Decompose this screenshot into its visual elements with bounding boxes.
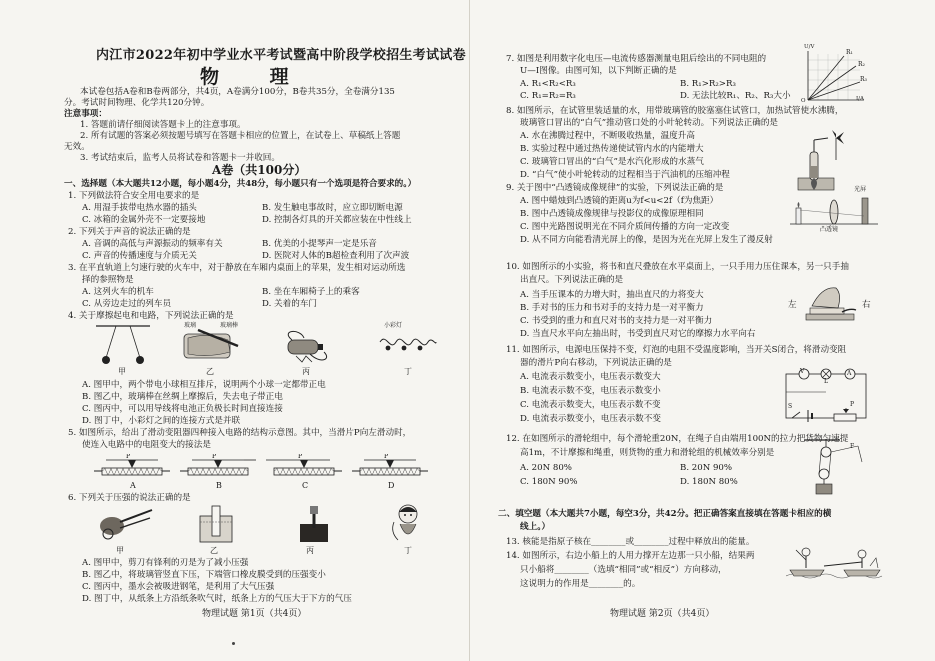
q11-switch: S xyxy=(788,403,793,410)
q10-label-left: 左 xyxy=(788,300,797,310)
q9-label-lens: 凸透镜 xyxy=(820,226,839,233)
q1-option-c: C. 冰箱的金属外壳不一定要接地 xyxy=(82,215,206,225)
q12-force-label: F xyxy=(850,443,855,450)
q7-origin: O xyxy=(801,98,806,104)
q14-stem-cont: 只小船将________（选填“相同”或“相反”）方向移动， xyxy=(520,565,727,575)
q9-label-screen: 光屏 xyxy=(854,186,867,193)
q10-stem-cont: 出直尺。下列说法正确的是 xyxy=(520,275,624,285)
q6-figure-yi-tube xyxy=(196,504,236,544)
q5-label-b: B xyxy=(216,481,222,490)
q7-axis-i: I/A xyxy=(856,96,864,102)
q12-option-d: D. 180N 80% xyxy=(680,477,738,487)
section-1-title: 一、选择题（本大题共12小题，每小题4分，共48分，每小题只有一个选项是符合要求的。） xyxy=(64,179,417,189)
q6-figure-jia-scissors xyxy=(96,506,156,544)
q6-figure-ding-paper xyxy=(388,502,428,544)
q10-option-b: B. 手对书的压力和书对手的支持力是一对平衡力 xyxy=(520,303,704,313)
q6-stem: 6. 下列关于压强的说法正确的是 xyxy=(68,493,191,503)
q14-stem: 14. 如图所示，右边小船上的人用力撑开左边那一只小船，结果两 xyxy=(506,551,755,561)
q7-axis-u: U/V xyxy=(804,44,815,50)
svg-text:P: P xyxy=(126,454,131,460)
intro-line-1: 本试卷包括A卷和B卷两部分，共4页，A卷满分100分，B卷共35分，全卷满分135 xyxy=(80,87,395,97)
q11-stem: 11. 如图所示，电源电压保持不变，灯泡的电阻不受温度影响，当开关S闭合，将滑动变阻 xyxy=(506,345,847,355)
svg-text:P: P xyxy=(212,454,217,460)
q12-pulley-diagram xyxy=(800,438,866,496)
q3-option-d: D. 关着的车门 xyxy=(262,299,318,309)
q2-option-c: C. 声音的传播速度与介质无关 xyxy=(82,251,197,261)
q7-label-r3: R₃ xyxy=(860,76,867,83)
page-1-footer: 物理试题 第1页（共4页） xyxy=(202,609,307,619)
q2-option-d: D. 医院对人体的B超检查利用了次声波 xyxy=(262,251,410,261)
q5-label-d: D xyxy=(388,481,395,490)
q5-rheostat-d xyxy=(350,454,430,482)
q12-stem-cont: 高1m，不计摩擦和绳重，则货物的重力和滑轮组的机械效率分别是 xyxy=(520,448,775,458)
q5-rheostat-b xyxy=(178,454,258,482)
q11-ammeter: A xyxy=(847,370,852,377)
section-2-title-cont: 线上。） xyxy=(520,522,551,532)
notice-2-cont: 无效。 xyxy=(64,142,90,152)
q9-stem: 9. 关于图中“凸透镜成像规律”的实验，下列说法正确的是 xyxy=(506,183,724,193)
notice-1: 1. 答题前请仔细阅读答题卡上的注意事项。 xyxy=(80,120,246,130)
q10-option-c: C. 书受到的重力和直尺对书的支持力是一对平衡力 xyxy=(520,316,713,326)
q5-stem-cont: 使连入电路中的电阻变大的接法是 xyxy=(82,440,211,450)
q14-stem-cont-2: 这说明力的作用是________的。 xyxy=(520,579,641,589)
q4-figure-bing xyxy=(280,330,334,364)
q7-option-b: B. R₁>R₂>R₃ xyxy=(680,79,736,89)
q5-label-a: A xyxy=(130,481,136,490)
q3-option-a: A. 这列火车的机车 xyxy=(82,287,154,297)
q7-label-r1: R₁ xyxy=(846,49,853,56)
q1-option-d: D. 控制各灯具的开关都应装在中性线上 xyxy=(262,215,412,225)
q12-stem: 12. 在如图所示的滑轮组中，每个滑轮重20N，在绳子自由端用100N的拉力把货物匀速提 xyxy=(506,434,849,444)
q4-caption-yi: 乙 xyxy=(206,367,214,376)
q11-option-c: C. 电流表示数变大，电压表示数不变 xyxy=(520,400,661,410)
q8-figure-test-tube xyxy=(792,130,848,192)
q4-caption-bing: 丙 xyxy=(302,367,310,376)
intro-line-2: 分。考试时间物理、化学共120分钟。 xyxy=(64,98,210,108)
notice-3: 3. 考试结束后，监考人员将试卷和答题卡一并收回。 xyxy=(80,153,280,163)
binding-mark xyxy=(232,642,235,645)
q4-label-glass-rod: 玻璃棒 xyxy=(220,322,239,329)
q3-option-b: B. 坐在车厢椅子上的乘客 xyxy=(262,287,360,297)
q5-label-c: C xyxy=(302,481,309,490)
q10-label-right: 右 xyxy=(862,300,871,310)
q3-stem-cont: 择的参照物是 xyxy=(82,275,134,285)
q11-option-a: A. 电流表示数变小，电压表示数变大 xyxy=(520,372,661,382)
q10-figure-book-ruler xyxy=(802,282,858,326)
q12-option-b: B. 20N 90% xyxy=(680,463,733,473)
svg-text:P: P xyxy=(384,454,389,460)
q9-option-a: A. 图中蜡烛到凸透镜的距离u为f<u<2f（f为焦距） xyxy=(520,196,719,206)
q12-option-c: C. 180N 90% xyxy=(520,477,578,487)
q4-option-b: B. 图乙中，玻璃棒在丝绸上摩擦后，失去电子带正电 xyxy=(82,392,283,402)
q7-option-c: C. R₁=R₂=R₃ xyxy=(520,91,576,101)
q14-boats-figure xyxy=(786,536,886,586)
svg-text:P: P xyxy=(298,454,303,460)
q3-stem: 3. 在平直轨道上匀速行驶的火车中，对于静放在车厢内桌面上的苹果，发生相对运动所选 xyxy=(68,263,406,273)
q9-option-d: D. 从不同方向能看清光屏上的像，是因为光在光屏上发生了漫反射 xyxy=(520,235,773,245)
q6-caption-bing: 丙 xyxy=(306,546,314,555)
q11-option-b: B. 电流表示数不变，电压表示数变小 xyxy=(520,386,661,396)
section-a-title: A卷（共100分） xyxy=(212,163,307,177)
q8-stem-cont: 玻璃管口冒出的“白气”推动管口处的小叶轮转动。下列说法正确的是 xyxy=(520,118,779,128)
q11-slider: P xyxy=(850,401,855,408)
q11-voltmeter: V xyxy=(800,368,805,375)
q3-option-c: C. 从旁边走过的列车员 xyxy=(82,299,172,309)
q11-stem-cont: 器的滑片P向右移动，下列说法正确的是 xyxy=(520,358,672,368)
q5-rheostat-c xyxy=(264,454,344,482)
q4-figure-ding xyxy=(378,330,438,356)
q13-stem: 13. 核能是指原子核在________或________过程中释放出的能量。 xyxy=(506,537,755,547)
q8-option-d: D. “白气”使小叶轮转动的过程相当于汽油机的压缩冲程 xyxy=(520,170,730,180)
q5-stem: 5. 如图所示，给出了滑动变阻器四种接入电路的结构示意图。其中，当滑片P向左滑动时， xyxy=(68,428,412,438)
q4-option-a: A. 图甲中，两个带电小球相互排斥，说明两个小球一定都带正电 xyxy=(82,380,326,390)
q12-option-a: A. 20N 80% xyxy=(520,463,572,473)
q5-rheostat-a xyxy=(92,454,172,482)
q6-caption-ding: 丁 xyxy=(404,546,412,555)
q7-option-d: D. 无法比较R₁、R₂、R₃大小 xyxy=(680,91,791,101)
exam-page-2 xyxy=(470,0,935,661)
q11-circuit-diagram xyxy=(778,364,874,426)
q4-figure-jia xyxy=(92,324,154,366)
q8-option-a: A. 水在沸腾过程中，不断吸收热量，温度升高 xyxy=(520,131,695,141)
q7-stem: 7. 如图是利用数字化电压—电流传感器测量电阻后绘出的不同电阻的 xyxy=(506,54,767,64)
q1-option-b: B. 发生触电事故时，应立即切断电源 xyxy=(262,203,403,213)
q4-stem: 4. 关于摩擦起电和电路，下列说法正确的是 xyxy=(68,311,234,321)
exam-title: 内江市2022年初中学业水平考试暨高中阶段学校招生考试试卷 xyxy=(96,48,466,63)
q4-figure-yi xyxy=(178,324,244,364)
q8-stem: 8. 如图所示，在试管里装适量的水，用带玻璃管的胶塞塞住试管口，加热试管使水沸腾， xyxy=(506,106,844,116)
subject-title: 物 理 xyxy=(200,66,311,88)
q6-caption-jia: 甲 xyxy=(116,546,124,555)
q2-option-a: A. 音调的高低与声源振动的频率有关 xyxy=(82,239,223,249)
q6-option-a: A. 图甲中，剪刀有锋利的刃是为了减小压强 xyxy=(82,558,249,568)
q10-option-d: D. 当直尺水平向左抽出时，书受到直尺对它的摩擦力水平向右 xyxy=(520,329,756,339)
q10-option-a: A. 当手压课本的力增大时，抽出直尺的力将变大 xyxy=(520,290,704,300)
q7-stem-cont: U—I图像。由图可知，以下判断正确的是 xyxy=(520,66,677,76)
q6-option-c: C. 图丙中，墨水会被吸进钢笔，是利用了大气压强 xyxy=(82,582,275,592)
q7-label-r2: R₂ xyxy=(858,61,865,68)
q4-label-glass: 玻璃 xyxy=(184,322,197,329)
section-2-title: 二、填空题（本大题共7小题，每空3分，共42分。把正确答案直接填在答题卡相应的横 xyxy=(498,509,832,519)
notice-2: 2. 所有试题的答案必须按题号填写在答题卡相应的位置上，在试卷上、草稿纸上答题 xyxy=(80,131,401,141)
q2-option-b: B. 优美的小提琴声一定是乐音 xyxy=(262,239,377,249)
q4-option-d: D. 图丁中，小彩灯之间的连接方式是并联 xyxy=(82,416,241,426)
q4-label-small-lamp: 小彩灯 xyxy=(384,322,403,329)
q6-option-d: D. 图丁中，从纸条上方沿纸条吹气时，纸条上方的气压大于下方的气压 xyxy=(82,594,352,604)
q10-stem: 10. 如图所示的小实验，将书和直尺叠放在水平桌面上，一只手用力压住课本，另一只手抽 xyxy=(506,262,849,272)
q6-caption-yi: 乙 xyxy=(210,546,218,555)
notice-title: 注意事项： xyxy=(64,109,107,119)
q8-option-c: C. 玻璃管口冒出的“白气”是水汽化形成的水蒸气 xyxy=(520,157,704,167)
q4-caption-jia: 甲 xyxy=(118,367,126,376)
q4-caption-ding: 丁 xyxy=(404,367,412,376)
q1-option-a: A. 用湿手拔带电热水器的插头 xyxy=(82,203,197,213)
q6-figure-bing-pen xyxy=(294,506,334,544)
q11-lamp: L xyxy=(824,378,828,385)
q2-stem: 2. 下列关于声音的说法正确的是 xyxy=(68,227,191,237)
q9-option-b: B. 图中凸透镜成像规律与投影仪的成像原理相同 xyxy=(520,209,704,219)
q7-option-a: A. R₁<R₂<R₃ xyxy=(520,79,576,89)
q6-option-b: B. 图乙中，将玻璃管竖直下压，下端管口橡皮膜受到的压强变小 xyxy=(82,570,326,580)
q8-option-b: B. 实验过程中通过热传递使试管内水的内能增大 xyxy=(520,144,704,154)
q11-option-d: D. 电流表示数变小，电压表示数不变 xyxy=(520,414,661,424)
q9-option-c: C. 图中光路图说明光在不同介质间传播的方向一定改变 xyxy=(520,222,730,232)
page-2-footer: 物理试题 第2页（共4页） xyxy=(610,609,715,619)
q4-option-c: C. 图丙中，可以用导线将电池正负极长时间直接连接 xyxy=(82,404,283,414)
q1-stem: 1. 下列做法符合安全用电要求的是 xyxy=(68,191,200,201)
